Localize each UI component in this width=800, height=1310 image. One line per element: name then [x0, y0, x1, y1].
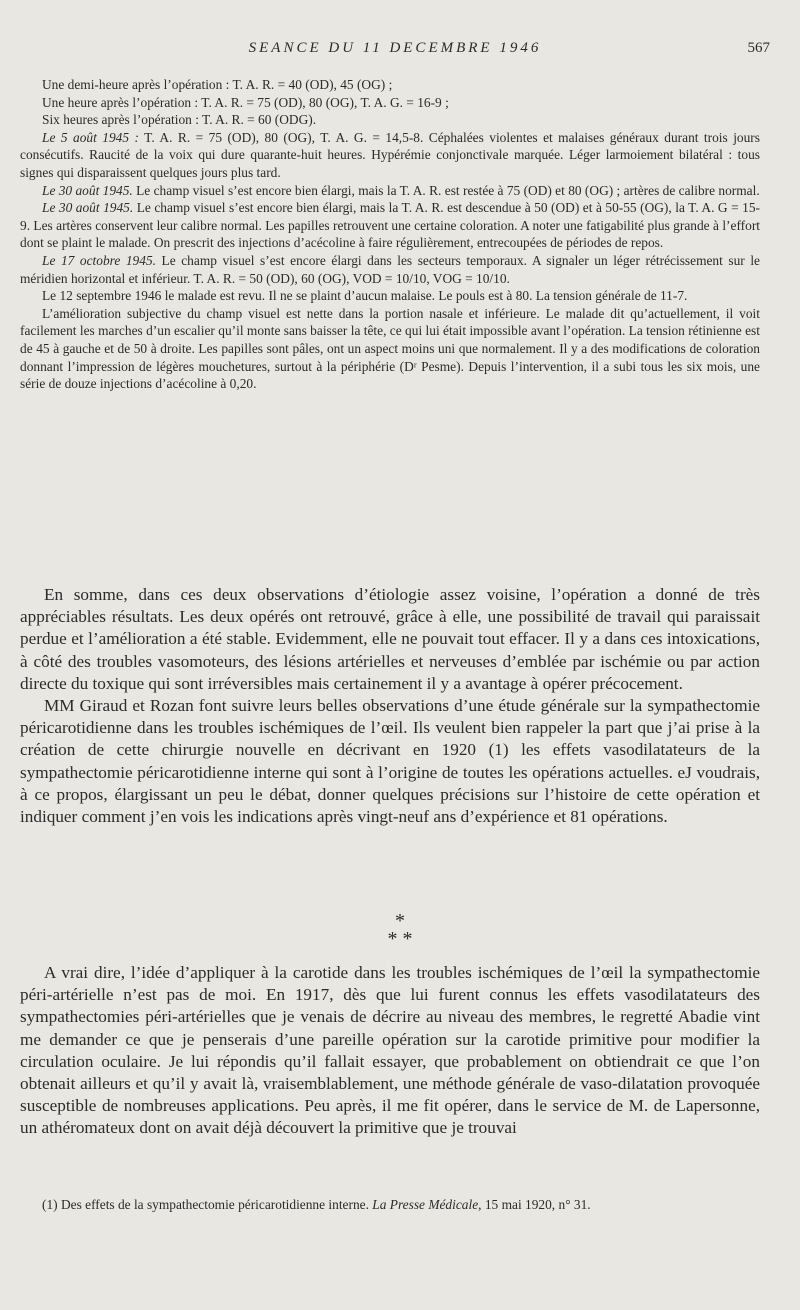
note-text: Le champ visuel s’est encore élargi dans les secteurs temporaux. A signaler un léger rétrécissement sur le méridien horizontal et inférieur. T. A. R. = 50 (OD), 60 (OG), VOD = 10/10, VOG = 10/10. [20, 252, 760, 286]
footnote-text: (1) Des effets de la sympathectomie péricarotidienne interne. [42, 1197, 373, 1212]
date-label: Le 30 août 1945. [42, 200, 134, 216]
note-paragraph-30-aout-a [20, 182, 760, 200]
note-line-3: Six heures après l’opération : T. A. R. = 60 (ODG). [42, 112, 317, 128]
body-paragraph-giraud-rozan: MM Giraud et Rozan font suivre leurs belles observations d’une étude générale sur la sympathectomie péricarotidienne dans les troubles ischémiques de l’œil. Ils veulent bien rappeler la part que j’ai prise à la création de cette chirurgie nouvelle en décrivant en 1920 (1) les effets vasodilatateurs de la sympathectomie péricarotidienne interne qui sont à l’origine de toutes les opérations actuelles. eJ voudrais, à ce propos, élargissant un peu le débat, donner quelques précisions sur l’histoire de cette opération et indiquer comment j’en vois les indications après vingt-neuf ans d’expérience et 81 opérations. [20, 696, 760, 827]
date-label: Le 5 août 1945 : [42, 129, 139, 145]
observation-notes [20, 76, 760, 393]
section-separator [0, 912, 800, 948]
body-paragraph-en-somme: En somme, dans ces deux observations d’étiologie assez voisine, l’opération a donné de très appréciables résultats. Les deux opérés ont retrouvé, grâce à elle, une possibilité de travail qui paraissait perdue et l’amélioration a été stable. Evidemment, elle ne pouvait tout effacer. Il y a dans ces intoxications, à côté des troubles vasomoteurs, des lésions artérielles et nerveuses d’emblée par ischémie ou par action directe du toxique qui sont irréversibles mais certainement il y a avantage à opérer précocement. [20, 585, 760, 693]
note-text: Le champ visuel s’est encore bien élargi, mais la T. A. R. est restée à 75 (OD) et 80 (OG) ; artères de calibre normal. [132, 182, 760, 198]
footnote-date: , 15 mai 1920, n° 31. [478, 1197, 591, 1212]
note-text: Le champ visuel s’est encore bien élargi, mais la T. A. R. est descendue à 50 (OD) et à 50-55 (OG), la T. A. G = 15-9. Les artères conservent leur calibre normal. Les papilles retrouvent une certaine coloration. A noter une fatigabilité plus grande à l’effort dont se plaint le malade. On prescrit des injections d’acécoline à faire régulièrement, entrecoupées de périodes de repos. [20, 200, 760, 251]
note-paragraph-5-aout [20, 129, 760, 182]
running-title: SEANCE DU 11 DECEMBRE 1946 [248, 40, 542, 56]
history-text [20, 962, 760, 1140]
note-text: T. A. R. = 75 (OD), 80 (OG), T. A. G. = 14,5-8. Céphalées violentes et malaises généraux durant trois jours consécutifs. Raucité de la voix qui dure quarante-huit heures. Hypérémie conjonctivale marquée. Léger larmoiement bilatéral : tous signes qui disparaissent quelques jours plus tard. [20, 129, 760, 180]
body-paragraph-a-vrai-dire: A vrai dire, l’idée d’appliquer à la carotide dans les troubles ischémiques de l’œil la sympathectomie péri-artérielle n’est pas de moi. En 1917, dès que lui furent connus les effets vasodilatateurs des sympathectomies péri-artérielles que je venais de décrire au niveau des membres, le regretté Abadie vint me demander ce que je penserais d’une pareille opération sur la carotide primitive pour modifier la circulation oculaire. Je lui répondis qu’il fallait essayer, que probablement on obtiendrait ce que l’on obtenait ailleurs et qu’il y avait là, vraisemblablement, une méthode générale de vaso-dilatation provoquée susceptible de nombreuses applications. Peu après, il me fit opérer, dans le service de M. de Lapersonne, un athéromateux dont on avait déjà découvert la primitive que je trouvai [20, 963, 760, 1138]
separator-star-top: * [395, 910, 405, 932]
note-paragraph-30-aout-b [20, 199, 760, 252]
date-label: Le 30 août 1945. [42, 182, 133, 198]
note-line-2: Une heure après l’opération : T. A. R. = 75 (OD), 80 (OG), T. A. G. = 16-9 ; [42, 94, 449, 110]
discussion-text [20, 584, 760, 828]
page-header [20, 40, 770, 62]
footnote [20, 1195, 760, 1214]
footnote-journal: La Presse Médicale [372, 1197, 479, 1212]
separator-stars-bottom: * * [387, 928, 413, 950]
note-paragraph-amelioration: L’amélioration subjective du champ visuel est nette dans la portion nasale et inférieure. Le malade dit qu’actuellement, il voit facilement les marches d’un escalier qu’il monte sans baisser la tête, ce qui lui était impossible avant l’opération. La tension rétinienne est de 45 à gauche et de 50 à droite. Les papilles sont pâles, ont un aspect moins uni que normalement. Il y a des modifications de coloration donnant l’impression de légères mouchetures, surtout à la périphérie (Dʳ Pesme). Depuis l’intervention, il a subi tous les six mois, une série de douze injections d’acécoline à 0,20. [20, 305, 760, 392]
note-paragraph-17-octobre [20, 252, 760, 287]
date-label: Le 17 octobre 1945. [42, 252, 156, 268]
note-paragraph-12-septembre: Le 12 septembre 1946 le malade est revu. Il ne se plaint d’aucun malaise. Le pouls est à 80. La tension générale de 11-7. [42, 288, 688, 304]
page-number: 567 [747, 40, 770, 56]
note-line-1: Une demi-heure après l’opération : T. A. R. = 40 (OD), 45 (OG) ; [42, 77, 393, 92]
